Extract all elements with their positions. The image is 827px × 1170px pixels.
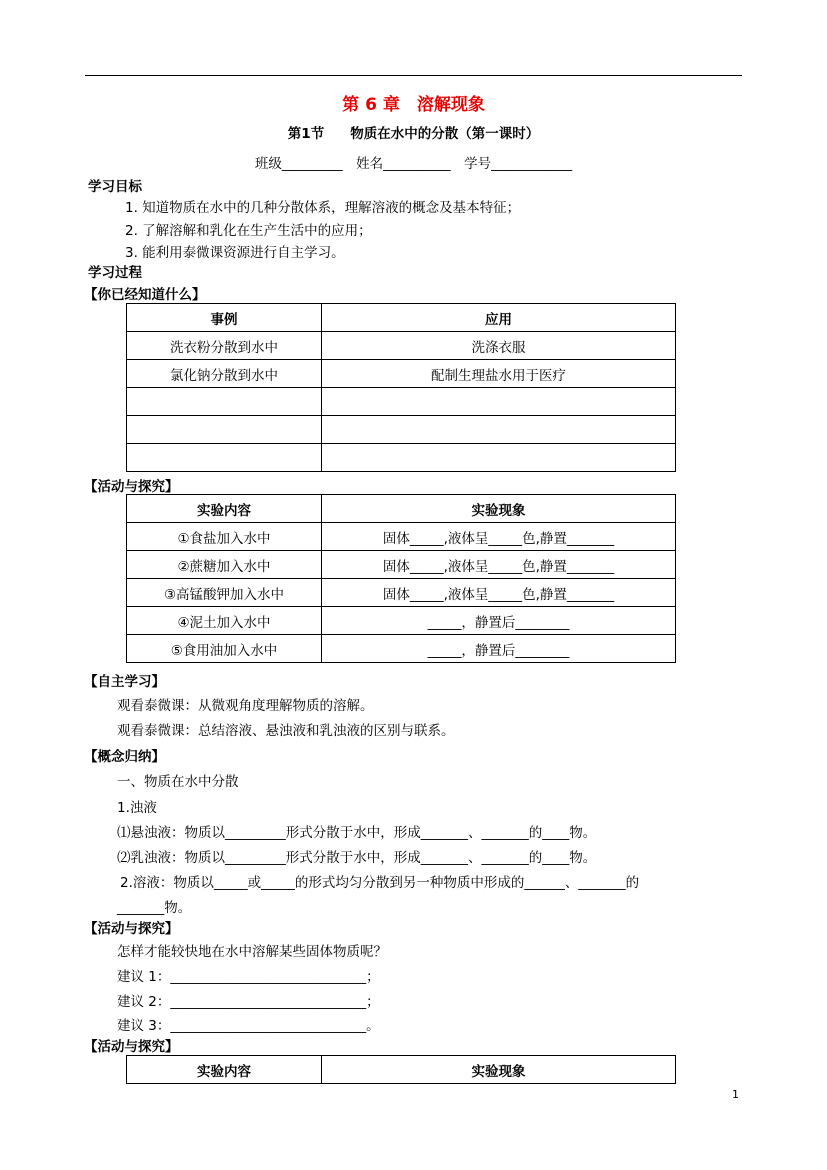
table-header-row bbox=[127, 1056, 676, 1084]
page-number: 1 bbox=[732, 1088, 739, 1101]
table-cell: ⑤食用油加入水中 bbox=[127, 635, 322, 663]
process-heading: 学习过程 bbox=[88, 265, 142, 281]
table-cell bbox=[322, 388, 676, 416]
table-cell: 氯化钠分散到水中 bbox=[127, 360, 322, 388]
table-row bbox=[127, 416, 676, 444]
concept-turbid-liquid: 1.浊液 bbox=[117, 800, 157, 816]
header-rule bbox=[85, 75, 742, 76]
concept-suspension-line: ⑴悬浊液：物质以_________形式分散于水中，形成_______、_______的____物。 bbox=[117, 825, 597, 841]
table-row bbox=[127, 388, 676, 416]
table-cell: ①食盐加入水中 bbox=[127, 523, 322, 551]
table-cell: ②蔗糖加入水中 bbox=[127, 551, 322, 579]
table-cell: _____，静置后________ bbox=[322, 607, 676, 635]
goal-item: 3. 能利用泰微课资源进行自主学习。 bbox=[125, 245, 345, 261]
table-cell: ③高锰酸钾加入水中 bbox=[127, 579, 322, 607]
table-header-row bbox=[127, 495, 676, 523]
table-row bbox=[127, 579, 676, 607]
table-row bbox=[127, 523, 676, 551]
activity-heading: 【活动与探究】 bbox=[84, 921, 179, 937]
table-row bbox=[127, 360, 676, 388]
column-header: 应用 bbox=[322, 304, 676, 332]
column-header: 事例 bbox=[127, 304, 322, 332]
suggestion-line: 建议 1：_____________________________； bbox=[117, 969, 380, 985]
self-study-item: 观看泰微课：从微观角度理解物质的溶解。 bbox=[117, 698, 374, 714]
section-number: 第1节 bbox=[287, 126, 325, 142]
table-cell: 洗涤衣服 bbox=[322, 332, 676, 360]
table-cell: 配制生理盐水用于医疗 bbox=[322, 360, 676, 388]
concept-heading: 【概念归纳】 bbox=[84, 749, 165, 765]
table-cell bbox=[322, 444, 676, 472]
column-header: 实验现象 bbox=[322, 495, 676, 523]
goals-heading: 学习目标 bbox=[88, 179, 142, 195]
table-cell: ④泥土加入水中 bbox=[127, 607, 322, 635]
known-table bbox=[126, 303, 676, 472]
table-cell: _____，静置后________ bbox=[322, 635, 676, 663]
table-cell bbox=[127, 388, 322, 416]
concept-solution-line: 2.溶液：物质以_____或_____的形式均匀分散到另一种物质中形成的______、_______的 bbox=[120, 875, 640, 891]
table-row bbox=[127, 444, 676, 472]
known-heading: 【你已经知道什么】 bbox=[84, 287, 206, 303]
concept-subheading: 一、物质在水中分散 bbox=[117, 774, 239, 790]
activity-heading: 【活动与探究】 bbox=[84, 1039, 179, 1055]
suggestion-line: 建议 2：_____________________________； bbox=[117, 994, 380, 1010]
chapter-title: 第 6 章 溶解现象 bbox=[342, 95, 485, 115]
table-cell: 洗衣粉分散到水中 bbox=[127, 332, 322, 360]
student-info-line: 班级_________ 姓名__________ 学号____________ bbox=[254, 156, 573, 172]
concept-emulsion-line: ⑵乳浊液：物质以_________形式分散于水中，形成_______、_______的____物。 bbox=[117, 850, 597, 866]
table-header-row bbox=[127, 304, 676, 332]
suggestion-line: 建议 3：_____________________________。 bbox=[117, 1018, 380, 1034]
activity-heading: 【活动与探究】 bbox=[84, 479, 179, 495]
table-cell: 固体_____,液体呈_____色,静置_______ bbox=[322, 523, 676, 551]
concept-solution-line-cont: _______物。 bbox=[117, 900, 192, 916]
table-cell bbox=[127, 444, 322, 472]
column-header: 实验内容 bbox=[127, 495, 322, 523]
section-name: 物质在水中的分散（第一课时） bbox=[350, 126, 540, 142]
table-cell: 固体_____,液体呈_____色,静置_______ bbox=[322, 579, 676, 607]
experiment-table-2 bbox=[126, 1055, 676, 1084]
self-study-heading: 【自主学习】 bbox=[84, 674, 165, 690]
experiment-table bbox=[126, 494, 676, 663]
self-study-item: 观看泰微课：总结溶液、悬浊液和乳浊液的区别与联系。 bbox=[117, 723, 455, 739]
table-cell bbox=[322, 416, 676, 444]
goal-item: 1. 知道物质在水中的几种分散体系，理解溶液的概念及基本特征； bbox=[125, 200, 521, 216]
table-row bbox=[127, 332, 676, 360]
table-row bbox=[127, 635, 676, 663]
table-cell bbox=[127, 416, 322, 444]
table-row bbox=[127, 551, 676, 579]
goal-item: 2. 了解溶解和乳化在生产生活中的应用； bbox=[125, 223, 372, 239]
column-header: 实验现象 bbox=[322, 1056, 676, 1084]
column-header: 实验内容 bbox=[127, 1056, 322, 1084]
section-title bbox=[0, 122, 827, 142]
activity-question: 怎样才能较快地在水中溶解某些固体物质呢？ bbox=[117, 944, 387, 960]
table-cell: 固体_____,液体呈_____色,静置_______ bbox=[322, 551, 676, 579]
table-row bbox=[127, 607, 676, 635]
